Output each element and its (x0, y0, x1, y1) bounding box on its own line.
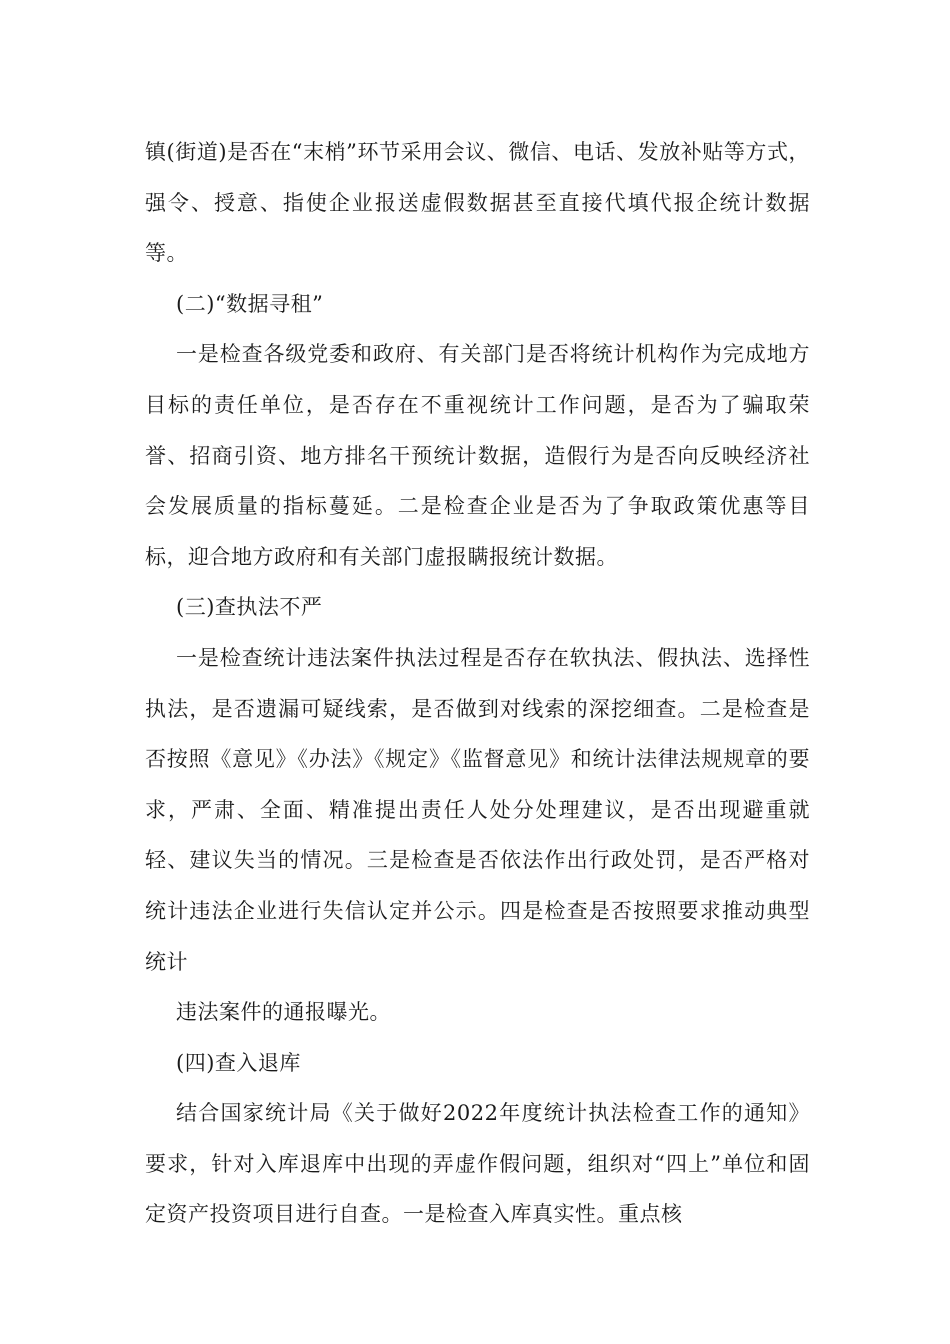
paragraph-data-rent-seeking: 一是检查各级党委和政府、有关部门是否将统计机构作为完成地方目标的责任单位，是否存在不重视统计工作问题，是否为了骗取荣誉、招商引资、地方排名干预统计数据，造假行为是否向反映经济社会发展质量的指标蔓延。二是检查企业是否为了争取政策优惠等目标，迎合地方政府和有关部门虚报瞒报统计数据。 (145, 342, 810, 569)
paragraph-database-entry-exit: 结合国家统计局《关于做好2022年度统计执法检查工作的通知》要求，针对入库退库中出现的弄虚作假问题，组织对“四上”单位和固定资产投资项目进行自查。一是检查入库真实性。重点核 (145, 1101, 810, 1227)
paragraph-lax-enforcement: 一是检查统计违法案件执法过程是否存在软执法、假执法、选择性执法，是否遗漏可疑线索，是否做到对线索的深挖细查。二是检查是否按照《意见》《办法》《规定》《监督意见》和统计法律法规规章的要求，严肃、全面、精准提出责任人处分处理建议，是否出现避重就轻、建议失当的情况。三是检查是否依法作出行政处罚，是否严格对统计违法企业进行失信认定并公示。四是检查是否按照要求推动典型统计 (145, 645, 810, 974)
paragraph-intro-continuation: 镇(街道)是否在“末梢”环节采用会议、微信、电话、发放补贴等方式，强令、授意、指使企业报送虚假数据甚至直接代填代报企统计数据等。 (145, 140, 810, 266)
document-body (145, 127, 810, 1240)
section-heading-lax-enforcement: (三)查执法不严 (176, 595, 323, 620)
section-heading-data-rent-seeking: (二)“数据寻租” (176, 291, 324, 316)
paragraph-case-exposure: 违法案件的通报曝光。 (176, 1000, 391, 1025)
section-heading-database-entry-exit: (四)查入退库 (176, 1050, 301, 1075)
